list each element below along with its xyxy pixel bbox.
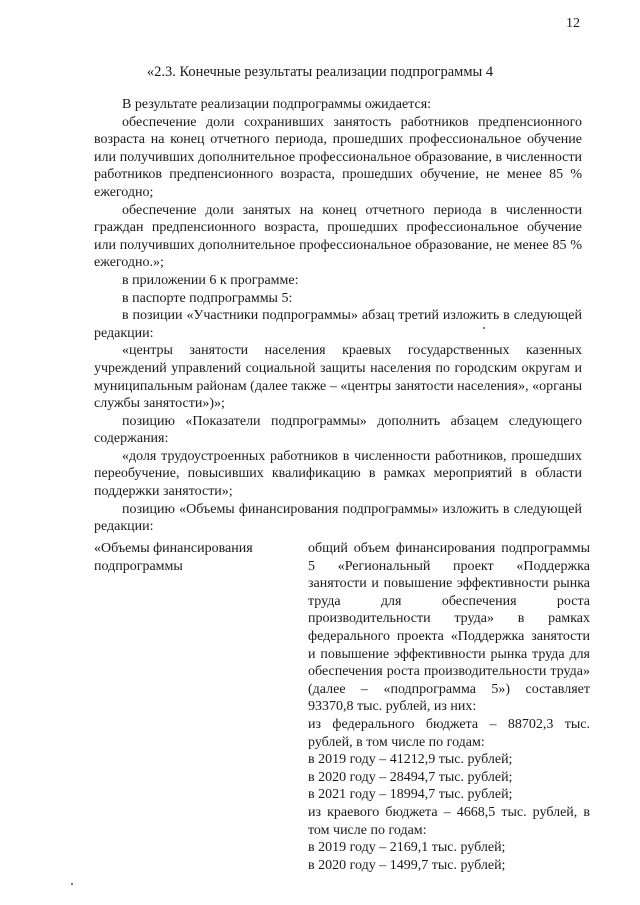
table-line: из федерального бюджета – 88702,3 тыс. рублей, в том числе по годам:: [308, 716, 590, 750]
paragraph: в паспорте подпрограммы 5:: [122, 290, 293, 306]
table-right-column: [308, 540, 590, 874]
table-line: общий объем финансирования подпрограммы 5 «Региональный проект «Поддержка занятости и повышение эффективности рынка труда для обеспечения роста производительности труда» в рамках федерального проекта «Поддержка занятости и повышение эффективности рынка труда для обеспечения роста производительности труда» (далее – «подпрограмма 5») составляет 93370,8 тыс. рублей, из них:: [308, 541, 590, 715]
table-line: в 2020 году – 1499,7 тыс. рублей;: [308, 857, 506, 873]
scan-speck: [483, 327, 485, 329]
paragraph: позицию «Объемы финансирования подпрограммы» изложить в следующей редакции:: [94, 501, 582, 535]
paragraph: позицию «Показатели подпрограммы» дополнить абзацем следующего содержания:: [94, 413, 582, 447]
paragraph: «доля трудоустроенных работников в численности работников, прошедших переобучение, повысивших квалификацию в рамках мероприятий в области поддержки занятости»;: [94, 448, 582, 500]
table-line: в 2019 году – 2169,1 тыс. рублей;: [308, 840, 506, 856]
table-line: в 2019 году – 41212,9 тыс. рублей;: [308, 752, 513, 768]
paragraph: в приложении 6 к программе:: [122, 272, 299, 288]
document-body: [94, 96, 582, 536]
table-line: в 2020 году – 28494,7 тыс. рублей;: [308, 769, 513, 785]
scan-speck: [71, 883, 73, 885]
paragraph: «центры занятости населения краевых государственных казенных учреждений управлений социальной защиты населения по городским округам и муниципальным районам (далее также – «центры занятости населения», «органы службы занятости»)»;: [94, 343, 582, 412]
table-label: «Объемы финансирования подпрограммы: [94, 541, 253, 574]
table-line: из краевого бюджета – 4668,5 тыс. рублей, в том числе по годам:: [308, 804, 590, 838]
paragraph: обеспечение доли занятых на конец отчетного периода в численности граждан предпенсионного возраста, прошедших профессиональное обучение или получивших дополнительное профессиональное образование, не менее 85 % ежегодно.»;: [94, 202, 582, 271]
table-line: в 2021 году – 18994,7 тыс. рублей;: [308, 787, 513, 803]
page-number: 12: [566, 16, 580, 31]
paragraph: в позиции «Участники подпрограммы» абзац третий изложить в следующей редакции:: [94, 308, 582, 341]
table-left-column: [94, 540, 264, 575]
paragraph: обеспечение доли сохранивших занятость работников предпенсионного возраста на конец отчетного периода, прошедших профессиональное обучение или получивших дополнительное профессиональное образование, в численности работников предпенсионного возраста, прошедших обучение, не менее 85 % ежегодно;: [94, 114, 582, 200]
paragraph: В результате реализации подпрограммы ожидается:: [122, 97, 432, 112]
section-heading: «2.3. Конечные результаты реализации подпрограммы 4: [146, 64, 494, 80]
